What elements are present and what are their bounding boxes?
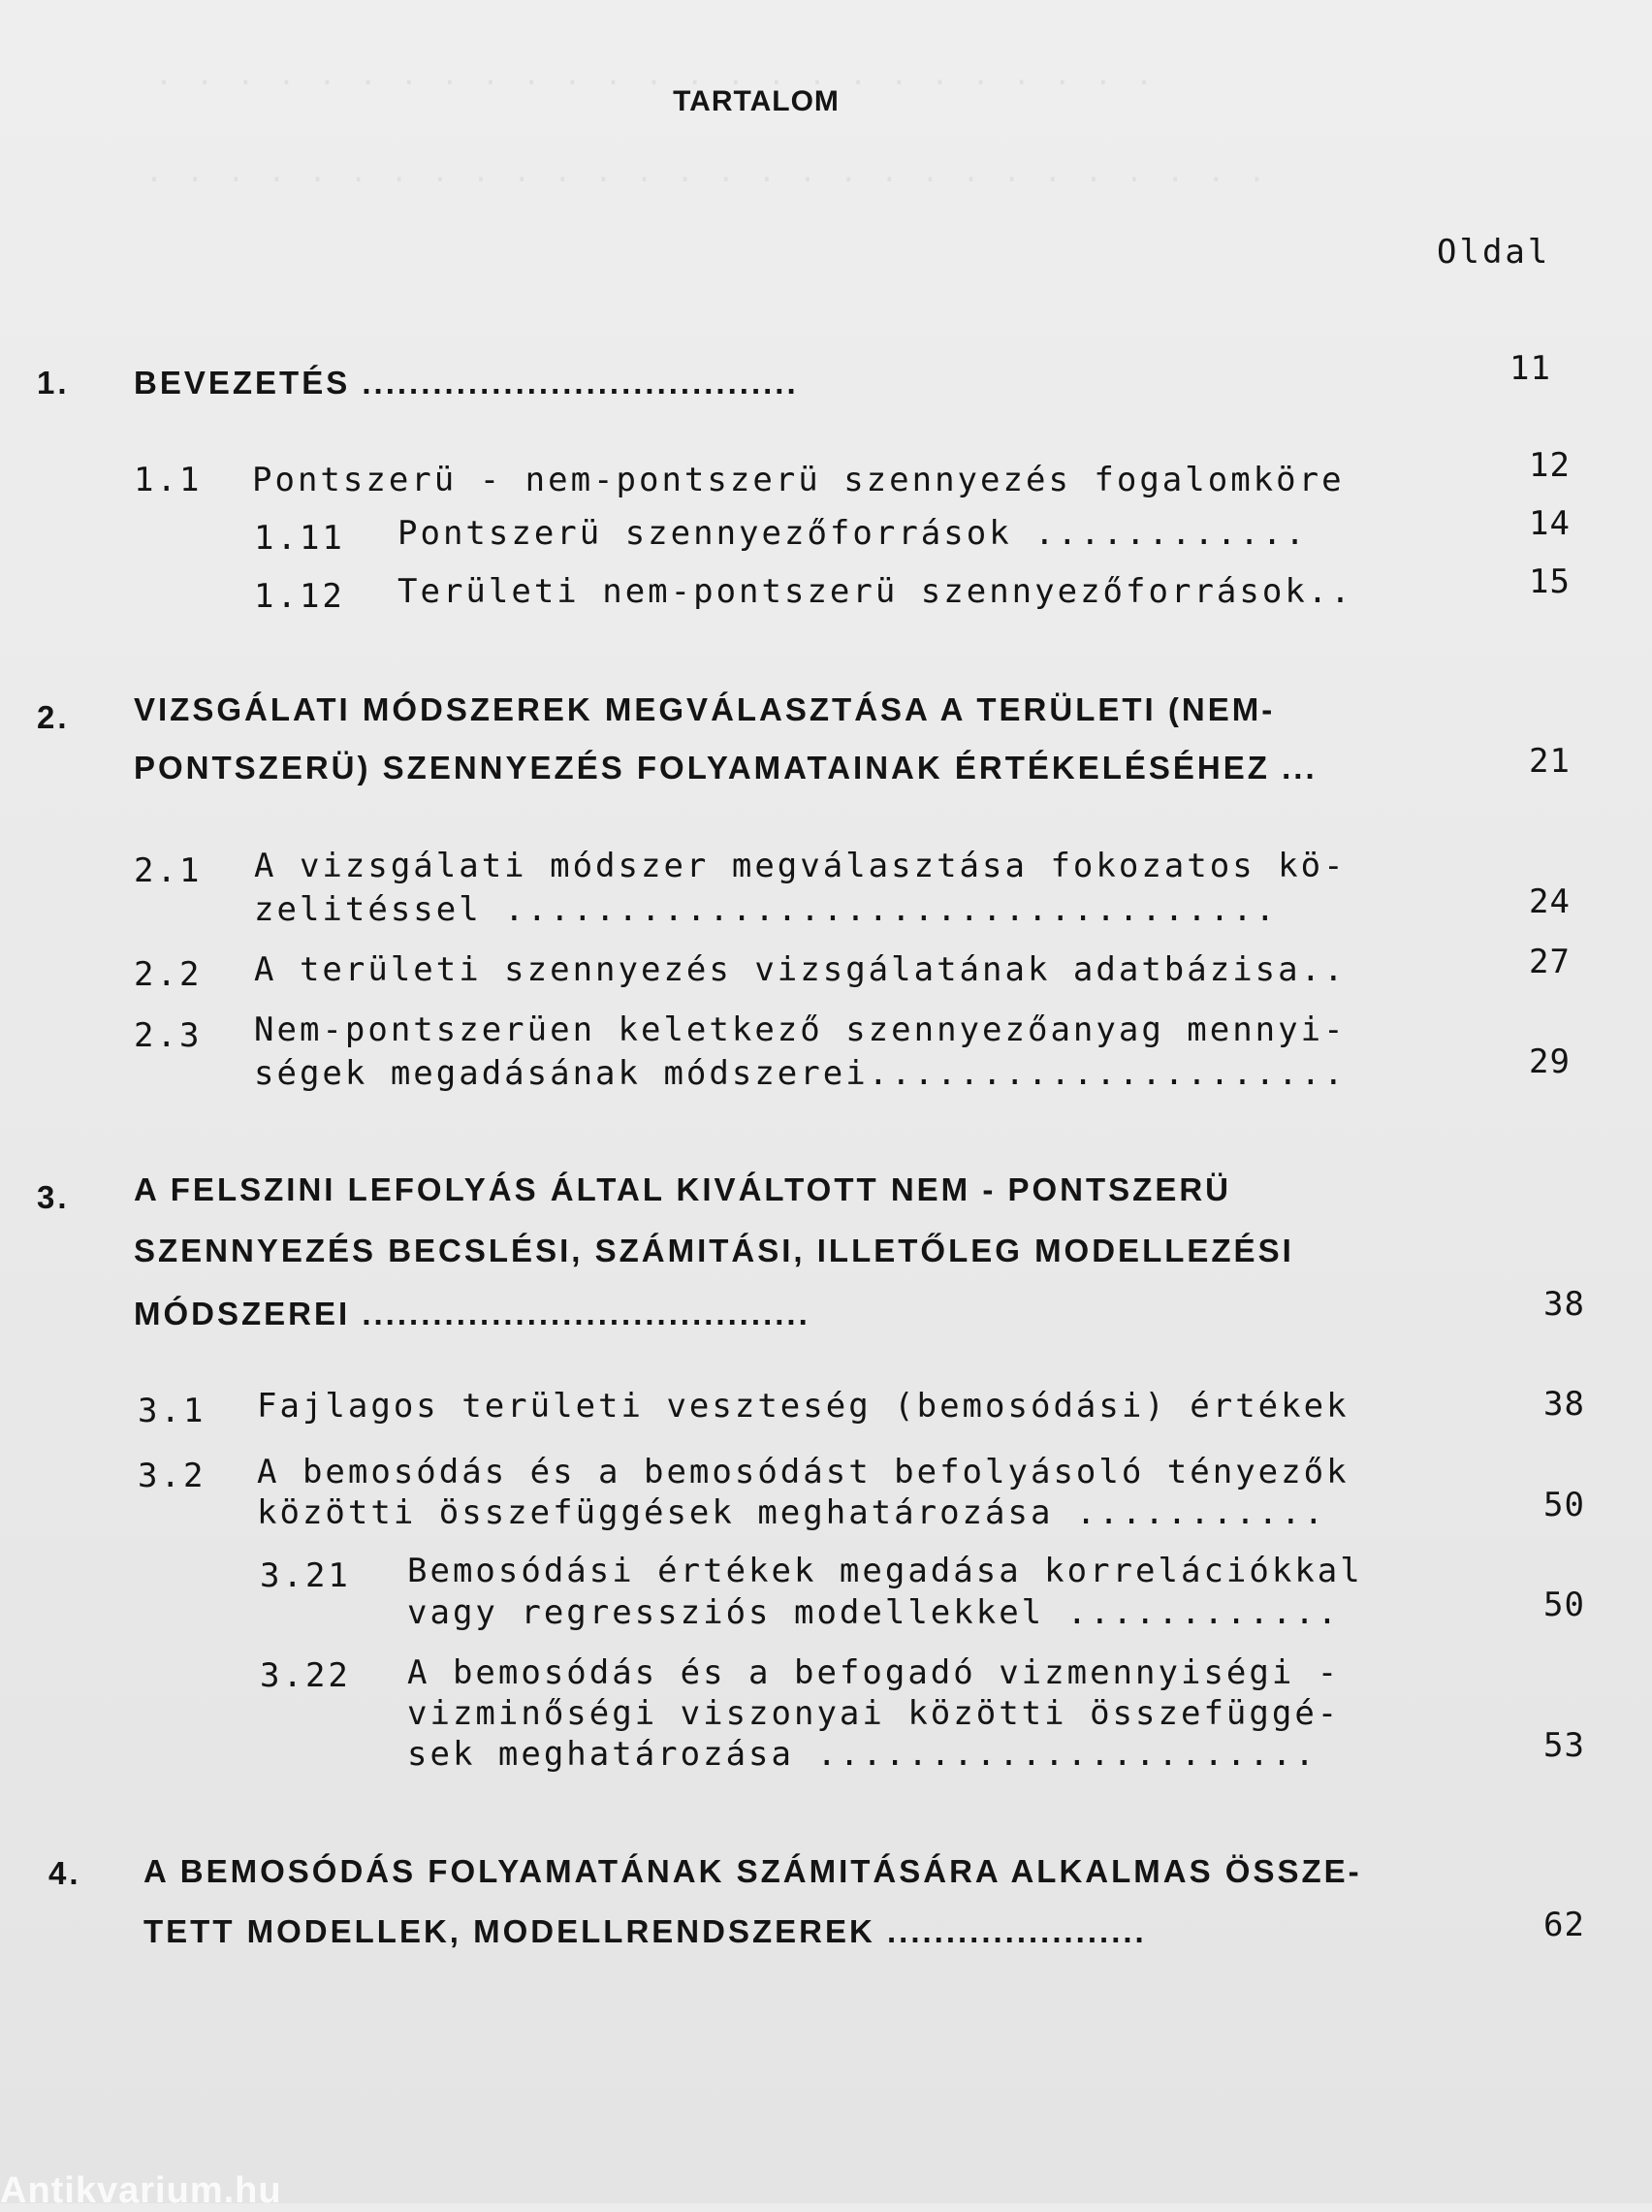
section-title: PONTSZERÜ) SZENNYEZÉS FOLYAMATAINAK ÉRTÉKELÉSÉHEZ ... bbox=[134, 750, 1318, 785]
subsection-page: 24 bbox=[1529, 882, 1571, 921]
subsection-page: 12 bbox=[1529, 446, 1571, 485]
section-number: 1. bbox=[37, 365, 70, 401]
subsection-page: 50 bbox=[1543, 1486, 1585, 1524]
section-title: VIZSGÁLATI MÓDSZEREK MEGVÁLASZTÁSA A TERÜLETI (NEM- bbox=[134, 691, 1276, 727]
bleed-through: . . . . . . . . . . . . . . . . . . . . . . . . . . . . bbox=[145, 155, 1269, 189]
subsection-number: 3.22 bbox=[260, 1656, 351, 1695]
section-title: SZENNYEZÉS BECSLÉSI, SZÁMITÁSI, ILLETŐLEG MODELLEZÉSI bbox=[134, 1233, 1294, 1268]
subsection-page: 15 bbox=[1529, 562, 1571, 601]
subsection-number: 2.2 bbox=[134, 955, 203, 994]
section-title: A BEMOSÓDÁS FOLYAMATÁNAK SZÁMITÁSÁRA ALKALMAS ÖSSZE- bbox=[143, 1853, 1362, 1889]
section-page: 62 bbox=[1543, 1906, 1585, 1944]
watermark: Antikvarium.hu bbox=[0, 2170, 282, 2211]
subsection-page: 14 bbox=[1529, 504, 1571, 543]
subsection-page: 50 bbox=[1543, 1586, 1585, 1624]
subsection-title: Bemosódási értékek megadása korrelációkkal bbox=[407, 1552, 1363, 1590]
subsection-number: 3.21 bbox=[260, 1556, 351, 1595]
toc-title: TARTALOM bbox=[673, 85, 840, 117]
subsection-title: vagy regressziós modellekkel ............ bbox=[407, 1593, 1341, 1632]
subsection-title: A területi szennyezés vizsgálatának adatbázisa.. bbox=[254, 950, 1347, 989]
subsection-page: 53 bbox=[1543, 1726, 1585, 1765]
subsection-title: vizminőségi viszonyai közötti összefüggé- bbox=[407, 1694, 1341, 1733]
section-page: 11 bbox=[1509, 349, 1551, 388]
subsection-title: zelitéssel .................................. bbox=[254, 890, 1279, 929]
subsection-number: 1.1 bbox=[134, 461, 203, 499]
subsection-title: Fajlagos területi veszteség (bemosódási) értékek bbox=[257, 1387, 1350, 1426]
subsection-title: Nem-pontszerüen keletkező szennyezőanyag mennyi- bbox=[254, 1010, 1347, 1049]
subsection-number: 2.1 bbox=[134, 851, 203, 890]
subsection-title: közötti összefüggések meghatározása ........... bbox=[257, 1493, 1327, 1532]
subsection-title: Pontszerü - nem-pontszerü szennyezés fogalomköre bbox=[252, 461, 1345, 499]
section-page: 38 bbox=[1543, 1285, 1585, 1324]
subsection-page: 27 bbox=[1529, 943, 1571, 981]
bleed-through: . . . . . . . . . . . . . . . . . . . . . . . . . bbox=[155, 58, 1157, 92]
subsection-title: ségek megadásának módszerei..................... bbox=[254, 1054, 1347, 1093]
section-number: 4. bbox=[48, 1855, 81, 1891]
section-number: 2. bbox=[37, 699, 70, 735]
subsection-title: A bemosódás és a bemosódást befolyásoló tényezők bbox=[257, 1453, 1350, 1491]
subsection-number: 3.1 bbox=[138, 1392, 206, 1430]
subsection-title: A vizsgálati módszer megválasztása fokozatos kö- bbox=[254, 847, 1347, 885]
subsection-title: A bemosódás és a befogadó vizmennyiségi - bbox=[407, 1653, 1341, 1692]
section-number: 3. bbox=[37, 1179, 70, 1215]
subsection-page: 29 bbox=[1529, 1042, 1571, 1081]
section-title: TETT MODELLEK, MODELLRENDSZEREK ...................... bbox=[143, 1913, 1147, 1949]
subsection-number: 1.12 bbox=[254, 577, 345, 616]
subsection-number: 1.11 bbox=[254, 519, 345, 558]
page-column-header: Oldal bbox=[1437, 233, 1551, 272]
subsection-title: Pontszerü szennyezőforrások ............ bbox=[397, 514, 1308, 553]
section-title: A FELSZINI LEFOLYÁS ÁLTAL KIVÁLTOTT NEM - PONTSZERÜ bbox=[134, 1171, 1231, 1207]
subsection-number: 2.3 bbox=[134, 1016, 203, 1055]
subsection-title: sek meghatározása ...................... bbox=[407, 1735, 1318, 1774]
section-title: MÓDSZEREI ...................................... bbox=[134, 1296, 810, 1331]
subsection-page: 38 bbox=[1543, 1385, 1585, 1424]
section-page: 21 bbox=[1529, 742, 1571, 781]
subsection-title: Területi nem-pontszerü szennyezőforrások.. bbox=[397, 572, 1353, 611]
section-title: BEVEZETÉS ..................................... bbox=[134, 365, 799, 401]
subsection-number: 3.2 bbox=[138, 1457, 206, 1495]
